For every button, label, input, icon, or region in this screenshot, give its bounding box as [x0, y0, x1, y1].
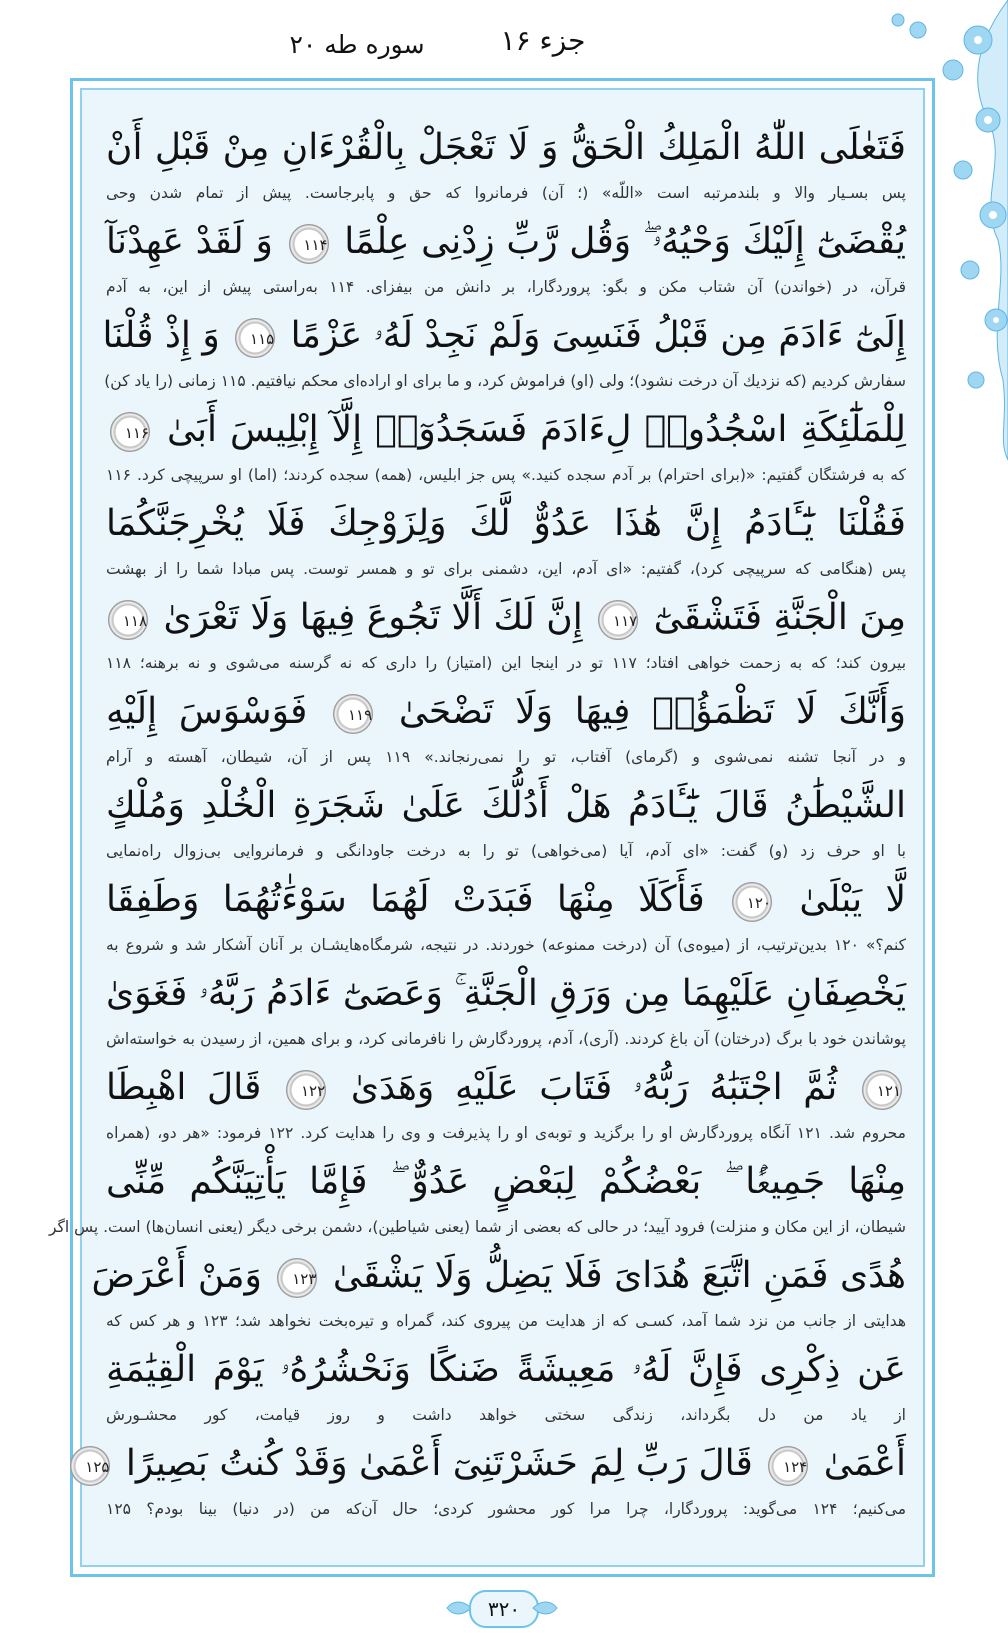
juz-label: جزء ۱۶ [500, 24, 586, 57]
verse-number-marker: ۱۲۱ [862, 1070, 902, 1110]
page-number: ۳۲۰ [469, 1590, 539, 1628]
arabic-text: مِنْهَا جَمِيعًۢا ۖ بَعْضُكُمْ لِبَعْضٍ عَدُوٌّ ۖ فَإِمَّا يَأْتِيَنَّكُم مِّنِّى [106, 1161, 906, 1202]
arabic-text: إِلَىٰٓ ءَادَمَ مِن قَبْلُ فَنَسِىَ وَلَمْ نَجِدْ لَهُۥ عَزْمًا ۱۱۵ وَ إِذْ قُلْنَا [102, 315, 906, 356]
verse-number-marker: ۱۲۲ [286, 1070, 326, 1110]
arabic-text: وَأَنَّكَ لَا تَظْمَؤُا۟ فِيهَا وَلَا تَضْحَىٰ ۱۱۹ فَوَسْوَسَ إِلَيْهِ [106, 691, 906, 732]
verse-line [102, 306, 906, 400]
verse-line [106, 588, 906, 682]
arabic-text: فَتَعٰلَى اللّٰهُ الْمَلِكُ الْحَقُّ وَ لَا تَعْجَلْ بِالْقُرْءَانِ مِنْ قَبْلِ أَنْ [106, 127, 906, 168]
arabic-text: الشَّيْطَٰنُ قَالَ يَٰٓـَٔادَمُ هَلْ أَدُلُّكَ عَلَىٰ شَجَرَةِ الْخُلْدِ وَمُلْكٍ [106, 785, 906, 826]
verse-line [48, 1152, 906, 1246]
verse-number-marker: ۱۲۴ [768, 1446, 808, 1486]
verse-line [106, 118, 906, 212]
arabic-text: ۱۲۱ ثُمَّ اجْتَبَٰهُ رَبُّهُۥ فَتَابَ عَلَيْهِ وَهَدَىٰ ۱۲۲ قَالَ اهْبِطَا [106, 1067, 902, 1108]
translation-text: پس (هنگامی كه سرپیچی كرد)، گفتیم: «ای آدم، این، دشمنی برای تو و همسر توست. پس مبادا شما را از بهشت [106, 560, 906, 578]
verse-number-marker: ۱۱۹ [333, 694, 373, 734]
arabic-text: أَعْمَىٰ ۱۲۴ قَالَ رَبِّ لِمَ حَشَرْتَنِىٓ أَعْمَىٰ وَقَدْ كُنتُ بَصِيرًا ۱۲۵ [106, 1434, 906, 1494]
verse-number-marker: ۱۱۷ [598, 600, 638, 640]
verse-number-marker: ۱۲۳ [277, 1258, 317, 1298]
verse-number-marker: ۱۱۵ [235, 318, 275, 358]
translation-text: سفارش كردیم (كه نزدیك آن درخت نشود)؛ ولی (او) فراموش كرد، و ما برای او اراده‌ای محكم نیافتیم. ۱۱۵ زمانی (را یاد كن) [104, 372, 906, 390]
translation-text: شیطان، از این مكان و منزلت) فرود آیید؛ در حالی كه بعضی از شما (یعنی شیاطین)، دشمن برخی دیگر (یعنی انسان‌ها) است. پس اگر [48, 1218, 906, 1236]
translation-text: و در آنجا تشنه نمی‌شوی و (گرمای) آفتاب، تو را نمی‌رنجاند.» ۱۱۹ پس از آن، شیطان، آهسته و آرام [106, 748, 906, 766]
verse-line [106, 964, 906, 1058]
translation-text: پوشاندن خود با برگ (درختان) آن باغ كردند. (آری)، آدم، پروردگارش را نافرمانی كرد، و برای همین، از رسیدن به خواسته‌اش [106, 1030, 906, 1048]
translation-text: با او حرف زد (و) گفت: «ای آدم، آیا (می‌خواهی) تو را به درخت جاودانگی و فرمانروایی بی‌زوال راه‌نمایی [106, 842, 906, 860]
arabic-text: يَخْصِفَانِ عَلَيْهِمَا مِن وَرَقِ الْجَنَّةِ ۚ وَعَصَىٰٓ ءَادَمُ رَبَّهُۥ فَغَوَىٰ [106, 973, 906, 1014]
arabic-text: فَقُلْنَا يَٰٓـَٔادَمُ إِنَّ هَٰذَا عَدُوٌّ لَّكَ وَلِزَوْجِكَ فَلَا يُخْرِجَنَّكُمَا [106, 503, 906, 544]
arabic-text: لَّا يَبْلَىٰ ۱۲۰ فَأَكَلَا مِنْهَا فَبَدَتْ لَهُمَا سَوْءَٰتُهُمَا وَطَفِقَا [106, 879, 906, 920]
verse-line [106, 682, 906, 776]
arabic-text: يُقْضَىٰٓ إِلَيْكَ وَحْيُهُۥ ۖ وَقُل رَّبِّ زِدْنِى عِلْمًا ۱۱۴ وَ لَقَدْ عَهِدْنَآ [106, 221, 906, 262]
arabic-text: عَن ذِكْرِى فَإِنَّ لَهُۥ مَعِيشَةً ضَنكًا وَنَحْشُرُهُۥ يَوْمَ الْقِيَٰمَةِ [106, 1349, 906, 1390]
translation-text: می‌كنیم؛ ۱۲۴ می‌گوید: پروردگارا، چرا مرا كور محشور كردی؛ حال آن‌كه من (در دنیا) بینا بودم؟ ۱۲۵ [106, 1500, 906, 1518]
page-content [48, 118, 907, 1528]
translation-text: از یاد من دل بگرداند، زندگی سختی خواهد داشت و روز قیامت، كور محشـورش [106, 1406, 906, 1424]
verse-line [106, 776, 906, 870]
verse-number-marker: ۱۲۰ [732, 882, 772, 922]
verse-line [91, 1246, 906, 1340]
verse-line [106, 870, 906, 964]
verse-number-marker: ۱۲۵ [70, 1446, 110, 1486]
page-number-badge [447, 1586, 557, 1630]
verse-line [106, 494, 906, 588]
verse-line [106, 1058, 906, 1152]
translation-text: پس بسـیار والا و بلندمرتبه است «اللّه» (؛ آن) فرمانروا كه حق و پابرجاست. پیش از تمام شدن وحی [106, 184, 906, 202]
ornament-right-icon [533, 1600, 557, 1616]
translation-text: قرآن، در (خواندن) آن شتاب مكن و بگو: پروردگارا، بر دانش من بیفزای. ۱۱۴ به‌راستی پیش از این، به آدم [106, 278, 907, 296]
arabic-text: هُدًى فَمَنِ اتَّبَعَ هُدَاىَ فَلَا يَضِلُّ وَلَا يَشْقَىٰ ۱۲۳ وَمَنْ أَعْرَضَ [91, 1255, 906, 1296]
translation-text: كنم؟» ۱۲۰ بدین‌ترتیب، از (میوه‌ی) آن (درخت ممنوعه) خوردند. در نتیجه، شرمگاه‌هایشـان بر آنان آشكار شد و شروع به [106, 936, 906, 954]
verse-number-marker: ۱۱۶ [110, 412, 150, 452]
verse-number-marker: ۱۱۸ [108, 600, 148, 640]
page-header [0, 18, 1008, 68]
translation-text: هدایتی از جانب من نزد شما آمد، كسـی كه از هدایت من پیروی كند، گمراه و تیره‌بخت نخواهد شد؛ ۱۲۳ و هر كس كه [106, 1312, 906, 1330]
verse-line [106, 212, 906, 306]
verse-line [106, 400, 906, 494]
ornament-left-icon [447, 1600, 471, 1616]
surah-label: سوره طه ۲۰ [289, 30, 425, 59]
verse-line [106, 1340, 906, 1434]
verse-number-marker: ۱۱۴ [289, 224, 329, 264]
translation-text: بیرون كند؛ كه به زحمت خواهی افتاد؛ ۱۱۷ تو در اینجا این (امتیاز) را داری كه نه گرسنه می‌شوی و نه برهنه؛ ۱۱۸ [106, 654, 907, 672]
verse-line [85, 1434, 906, 1528]
arabic-text: مِنَ الْجَنَّةِ فَتَشْقَىٰٓ ۱۱۷ إِنَّ لَكَ أَلَّا تَجُوعَ فِيهَا وَلَا تَعْرَىٰ ۱۱۸ [106, 588, 906, 648]
translation-text: كه به فرشتگان گفتیم: «(برای احترام) بر آدم سجده كنید.» پس جز ابلیس، (همه) سجده كردند؛ (اما) او سرپیچی كرد. ۱۱۶ [106, 466, 906, 484]
translation-text: محروم شد. ۱۲۱ آنگاه پروردگارش او را برگزید و توبه‌ی او را پذیرفت و وی را هدایت كرد. ۱۲۲ فرمود: «هر دو، (همراه [106, 1124, 906, 1142]
arabic-text: لِلْمَلَٰٓئِكَةِ اسْجُدُوا۟ لِءَادَمَ فَسَجَدُوٓا۟ إِلَّآ إِبْلِيسَ أَبَىٰ ۱۱۶ [106, 400, 906, 460]
